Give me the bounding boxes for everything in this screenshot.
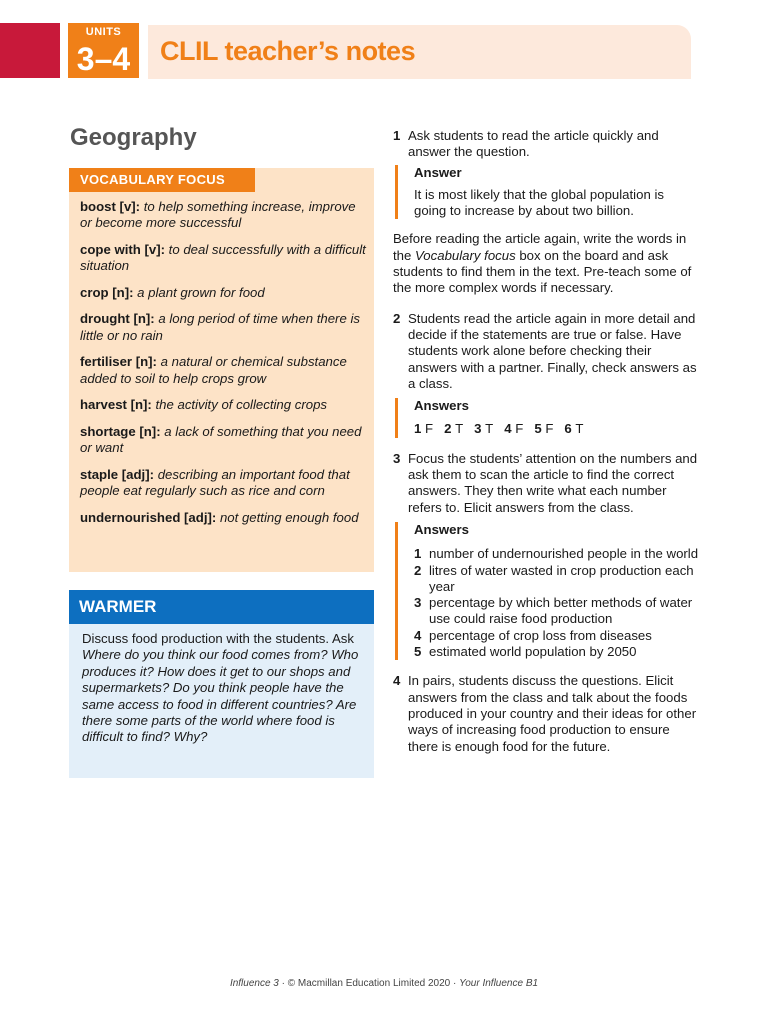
page-title: CLIL teacher’s notes	[160, 36, 416, 66]
answer-item	[414, 628, 699, 644]
vocab-entry	[80, 242, 368, 275]
answers-heading: Answers	[414, 398, 469, 414]
vocab-definition: a lack of something that you need or want	[80, 423, 362, 456]
answer-text: number of undernourished people in the world	[429, 546, 699, 562]
pre-reading-text-a: Before reading the article again, write the words in the	[393, 231, 687, 263]
answer-number: 6	[564, 421, 572, 437]
vocab-definition: describing an important food that people eat regularly such as rice and corn	[80, 466, 350, 498]
answer-text: percentage by which better methods of water use could raise food production	[429, 595, 693, 627]
answer-box-1	[395, 165, 699, 220]
footer-series: Your Influence B1	[459, 978, 539, 989]
vocabulary-list	[80, 199, 368, 536]
answer-item	[414, 563, 699, 596]
vocab-definition: a long period of time when there is little or no rain	[80, 311, 360, 343]
teacher-notes-column	[393, 128, 699, 755]
step-text: Focus the students’ attention on the numbers and ask them to scan the article to find the correct answers. They then write what each number refers to. Elicit answers from the class.	[408, 450, 698, 515]
units-number: 3–4	[76, 41, 131, 77]
warmer-text-plain: Discuss food production with the students. Ask	[82, 631, 354, 646]
vocab-entry	[80, 424, 368, 457]
step-number: 1	[393, 128, 401, 143]
answer-number: 5	[534, 421, 542, 437]
answer-number: 2	[444, 421, 452, 437]
answer-number: 2	[414, 562, 422, 578]
pre-reading-italic: Vocabulary focus	[415, 247, 516, 263]
answer-number: 3	[474, 421, 482, 437]
footer-copyright: · © Macmillan Education Limited 2020 ·	[278, 978, 460, 989]
answer-number: 4	[414, 627, 422, 643]
vocabulary-focus-box	[69, 168, 374, 572]
answer-item	[414, 546, 699, 562]
pre-reading-text-b: box on the board and ask students to find them in the text. Pre-teach some of the more complex words if necessary.	[393, 247, 692, 296]
vocab-definition: not getting enough food	[219, 509, 359, 525]
vocab-entry	[80, 510, 368, 526]
step-text: Ask students to read the article quickly and answer the question.	[408, 128, 659, 160]
vocab-definition: a natural or chemical substance added to soil to help crops grow	[80, 354, 347, 386]
vocab-entry	[80, 285, 368, 301]
vocab-term: crop [n]:	[80, 284, 134, 300]
vocab-definition: to help something increase, improve or become more successful	[80, 199, 356, 231]
units-label: UNITS	[85, 26, 122, 38]
answer-value: F	[425, 421, 434, 437]
footer-book-title: Influence 3	[229, 978, 279, 989]
section-title: Geography	[70, 124, 197, 151]
answer-value: F	[515, 421, 524, 437]
answer-number: 1	[414, 421, 422, 437]
vocab-term: drought [n]:	[80, 311, 155, 327]
vocab-term: undernourished [adj]:	[80, 509, 217, 525]
answer-item	[414, 595, 699, 628]
step-2	[393, 311, 699, 392]
units-badge	[68, 23, 139, 78]
warmer-text	[82, 631, 367, 746]
answer-box-3	[395, 522, 699, 660]
answer-number: 5	[414, 644, 422, 660]
step-1	[393, 128, 699, 161]
warmer-heading-label: WARMER	[79, 597, 157, 616]
answers-heading: Answers	[414, 521, 469, 537]
step-text: In pairs, students discuss the questions. Elicit answers from the class and talk about the foods produced in your country and their ideas for other ways of increasing food production to ensure there is enough food for the future.	[408, 673, 697, 754]
vocab-entry	[80, 397, 368, 413]
step-3	[393, 451, 699, 516]
page-footer	[0, 978, 768, 989]
answer-value: F	[545, 421, 554, 437]
vocab-term: shortage [n]:	[80, 423, 161, 439]
vocab-entry	[80, 354, 368, 387]
vocab-entry	[80, 199, 368, 232]
answer-value: T	[455, 421, 464, 437]
vocab-term: staple [adj]:	[80, 466, 155, 482]
warmer-questions: Where do you think our food comes from? Who produces it? How does it get to our shops and supermarkets? Do you think people have the same access to food in different countries? Are there some parts of the world where food is difficult to find? Why?	[82, 647, 359, 745]
answer-item	[414, 644, 699, 660]
answer-value: T	[575, 421, 584, 437]
answer-text: percentage of crop loss from diseases	[429, 627, 652, 643]
true-false-answers	[414, 421, 699, 437]
header-red-block	[0, 23, 60, 78]
vocab-entry	[80, 311, 368, 344]
answer-text: estimated world population by 2050	[429, 644, 637, 660]
vocab-definition: a plant grown for food	[137, 284, 265, 300]
answer-number: 1	[414, 546, 422, 562]
vocab-term: fertiliser [n]:	[80, 354, 157, 370]
vocab-definition: the activity of collecting crops	[155, 397, 327, 413]
step-number: 4	[393, 673, 401, 689]
answer-number: 3	[414, 595, 422, 611]
answer-text: litres of water wasted in crop production each year	[429, 562, 694, 594]
title-bar	[148, 25, 691, 79]
step-number: 3	[393, 450, 401, 466]
warmer-heading	[69, 590, 374, 624]
vocab-term: boost [v]:	[80, 199, 141, 214]
step-4	[393, 673, 699, 754]
warmer-box	[69, 624, 374, 778]
answer-heading: Answer	[414, 164, 462, 180]
answer-box-2	[395, 398, 699, 438]
step-text: Students read the article again in more detail and decide if the statements are true or false. Have students work alone before checking their answers with a partner. Finally, check answers as a class.	[408, 310, 697, 391]
vocab-term: cope with [v]:	[80, 241, 165, 257]
vocab-definition: to deal successfully with a difficult situation	[80, 241, 366, 274]
answer-value: T	[485, 421, 494, 437]
vocab-term: harvest [n]:	[80, 397, 152, 413]
pre-reading-paragraph	[393, 231, 699, 296]
answer-text: It is most likely that the global population is going to increase by about two billion.	[414, 186, 664, 219]
vocab-entry	[80, 467, 368, 500]
step-number: 2	[393, 310, 401, 326]
vocabulary-focus-heading: VOCABULARY FOCUS	[69, 168, 255, 192]
answer-number: 4	[504, 421, 512, 437]
